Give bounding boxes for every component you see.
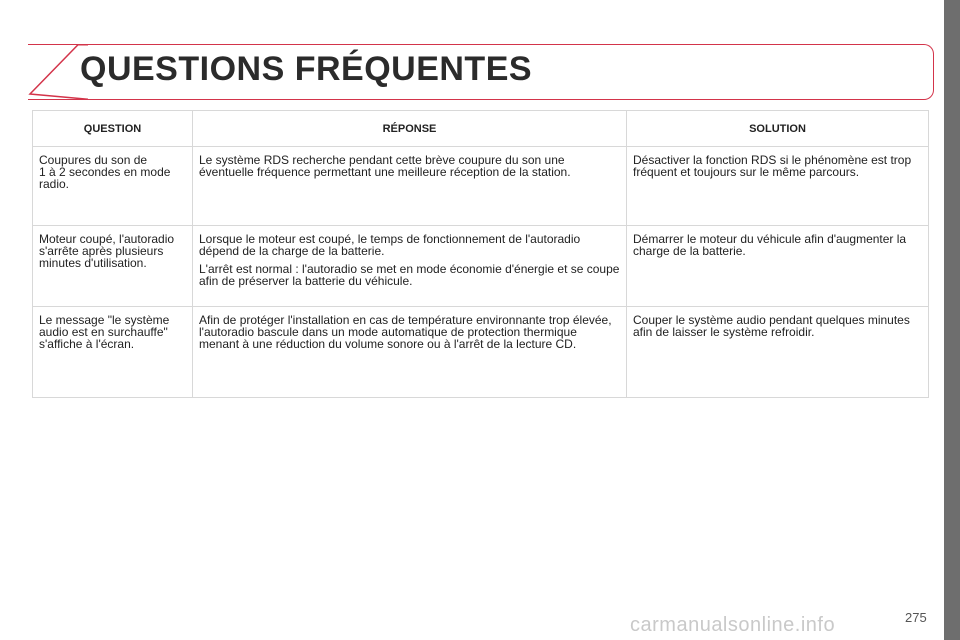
answer-cell bbox=[193, 147, 627, 226]
faq-table bbox=[32, 110, 929, 398]
question-cell bbox=[33, 147, 193, 226]
column-header-answer: RÉPONSE bbox=[193, 111, 627, 147]
solution-cell bbox=[627, 147, 929, 226]
answer-cell bbox=[193, 307, 627, 398]
question-line: audio est en surchauffe" bbox=[39, 325, 168, 339]
page-number: 275 bbox=[905, 610, 927, 625]
answer-paragraph: Afin de protéger l'installation en cas de température environnante trop élevée, l'autoradio bascule dans un mode automatique de protection thermique menant à une réduction du volume sonore ou à l'arrêt de la lecture CD. bbox=[199, 313, 612, 351]
question-line: s'affiche à l'écran. bbox=[39, 337, 135, 351]
solution-paragraph: Couper le système audio pendant quelques minutes afin de laisser le système refroidir. bbox=[633, 313, 910, 339]
column-header-question: QUESTION bbox=[33, 111, 193, 147]
question-cell bbox=[33, 307, 193, 398]
solution-cell bbox=[627, 307, 929, 398]
table-header-row bbox=[33, 111, 929, 147]
answer-paragraph: L'arrêt est normal : l'autoradio se met en mode économie d'énergie et se coupe afin de préserver la batterie du véhicule. bbox=[199, 262, 620, 288]
table-row bbox=[33, 226, 929, 307]
question-line: 1 à 2 secondes en mode bbox=[39, 165, 171, 179]
solution-paragraph: Démarrer le moteur du véhicule afin d'augmenter la charge de la batterie. bbox=[633, 232, 907, 258]
answer-cell bbox=[193, 226, 627, 307]
page-edge-tab bbox=[944, 0, 960, 640]
answer-paragraph: Lorsque le moteur est coupé, le temps de fonctionnement de l'autoradio dépend de la charge de la batterie. bbox=[199, 232, 581, 258]
answer-paragraph: Le système RDS recherche pendant cette brève coupure du son une éventuelle fréquence permettant une meilleure réception de la station. bbox=[199, 153, 571, 179]
question-line: Moteur coupé, l'autoradio bbox=[39, 232, 175, 246]
table-row bbox=[33, 147, 929, 226]
solution-paragraph: Désactiver la fonction RDS si le phénomène est trop fréquent et toujours sur le même parcours. bbox=[633, 153, 912, 179]
question-line: Le message "le système bbox=[39, 313, 170, 327]
question-cell bbox=[33, 226, 193, 307]
question-line: Coupures du son de bbox=[39, 153, 148, 167]
watermark: carmanualsonline.info bbox=[630, 614, 836, 636]
question-line: minutes d'utilisation. bbox=[39, 256, 147, 270]
column-header-solution: SOLUTION bbox=[627, 111, 929, 147]
solution-cell bbox=[627, 226, 929, 307]
page-title: QUESTIONS FRÉQUENTES bbox=[80, 50, 533, 88]
title-frame-corner bbox=[28, 44, 88, 100]
table-row bbox=[33, 307, 929, 398]
question-line: s'arrête après plusieurs bbox=[39, 244, 164, 258]
question-line: radio. bbox=[39, 177, 70, 191]
